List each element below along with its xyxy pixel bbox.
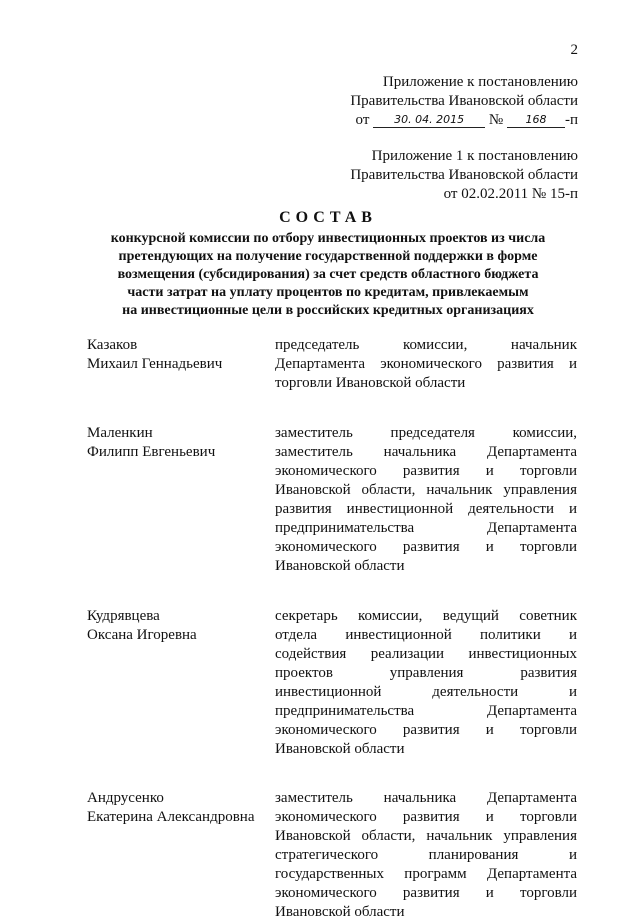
annex-original-line1: Приложение 1 к постановлению: [371, 148, 578, 164]
member-entry: [87, 789, 577, 922]
role-line: Ивановской области: [275, 904, 405, 920]
handwritten-number: 168: [507, 113, 565, 128]
annex-current-line3: [278, 111, 578, 130]
role-line: председатель комиссии, начальник: [275, 337, 577, 353]
member-given-name: Екатерина Александровна: [87, 809, 255, 825]
member-name: [87, 607, 275, 759]
annex-original-line2: Правительства Ивановской области: [350, 167, 578, 183]
number-sign: №: [488, 112, 504, 128]
role-line: экономического развития и торговли: [275, 722, 577, 738]
member-name: [87, 789, 275, 922]
role-line: отдела инвестиционной политики и: [275, 627, 577, 643]
role-line: Ивановской области, начальник управления: [275, 828, 577, 844]
member-surname: Казаков: [87, 337, 138, 353]
document-title: [70, 208, 586, 320]
member-surname: Андрусенко: [87, 790, 164, 806]
role-line: предпринимательства Департамента: [275, 703, 577, 719]
annex-original: [278, 147, 578, 204]
role-line: заместитель председателя комиссии,: [275, 425, 577, 441]
role-line: экономического развития и торговли: [275, 463, 577, 479]
role-line: Ивановской области, начальник управления: [275, 482, 577, 498]
title-line: претендующих на получение государственной поддержки в форме: [118, 249, 538, 264]
title-line: возмещения (субсидирования) за счет средств областного бюджета: [117, 267, 539, 282]
member-role: [275, 424, 577, 576]
member-entry: [87, 607, 577, 759]
role-line: развития инвестиционной деятельности и: [275, 501, 577, 517]
annex-current-line2: Правительства Ивановской области: [350, 93, 578, 109]
annex-current-line1: Приложение к постановлению: [382, 74, 578, 90]
commission-members-list: [87, 336, 577, 922]
number-suffix: -п: [564, 112, 578, 128]
member-role: [275, 336, 577, 393]
member-role: [275, 607, 577, 759]
member-name: [87, 424, 275, 576]
member-surname: Маленкин: [87, 425, 153, 441]
title-line: конкурсной комиссии по отбору инвестиционных проектов из числа: [110, 231, 546, 246]
member-given-name: Оксана Игоревна: [87, 627, 197, 643]
role-line: торговли Ивановской области: [275, 375, 466, 391]
role-line: проектов управления развития: [275, 665, 577, 681]
annex-current: [278, 73, 578, 130]
member-role: [275, 789, 577, 922]
role-line: экономического развития и торговли: [275, 885, 577, 901]
member-given-name: Филипп Евгеньевич: [87, 444, 216, 460]
member-entry: [87, 336, 577, 393]
role-line: стратегического планирования и: [275, 847, 577, 863]
member-surname: Кудрявцева: [87, 608, 160, 624]
role-line: Ивановской области: [275, 741, 405, 757]
annex-from-label: от: [355, 112, 370, 128]
member-given-name: Михаил Геннадьевич: [87, 356, 223, 372]
role-line: Департамента экономического развития и: [275, 356, 577, 372]
role-line: содействия реализации инвестиционных: [275, 646, 577, 662]
role-line: инвестиционной деятельности и: [275, 684, 577, 700]
title-line: на инвестиционные цели в российских кредитных организациях: [122, 303, 534, 318]
role-line: государственных программ Департамента: [275, 866, 577, 882]
role-line: заместитель начальника Департамента: [275, 790, 577, 806]
role-line: экономического развития и торговли: [275, 539, 577, 555]
role-line: предпринимательства Департамента: [275, 520, 577, 536]
role-line: секретарь комиссии, ведущий советник: [275, 608, 577, 624]
member-name: [87, 336, 275, 393]
role-line: заместитель начальника Департамента: [275, 444, 577, 460]
role-line: Ивановской области: [275, 558, 405, 574]
page-number: 2: [570, 42, 578, 58]
member-entry: [87, 424, 577, 576]
annex-original-line3: от 02.02.2011 № 15-п: [443, 186, 578, 202]
handwritten-date: 30. 04. 2015: [373, 113, 485, 128]
title-main: СОСТАВ: [279, 209, 377, 226]
role-line: экономического развития и торговли: [275, 809, 577, 825]
title-line: части затрат на уплату процентов по кредитам, привлекаемым: [127, 285, 529, 300]
